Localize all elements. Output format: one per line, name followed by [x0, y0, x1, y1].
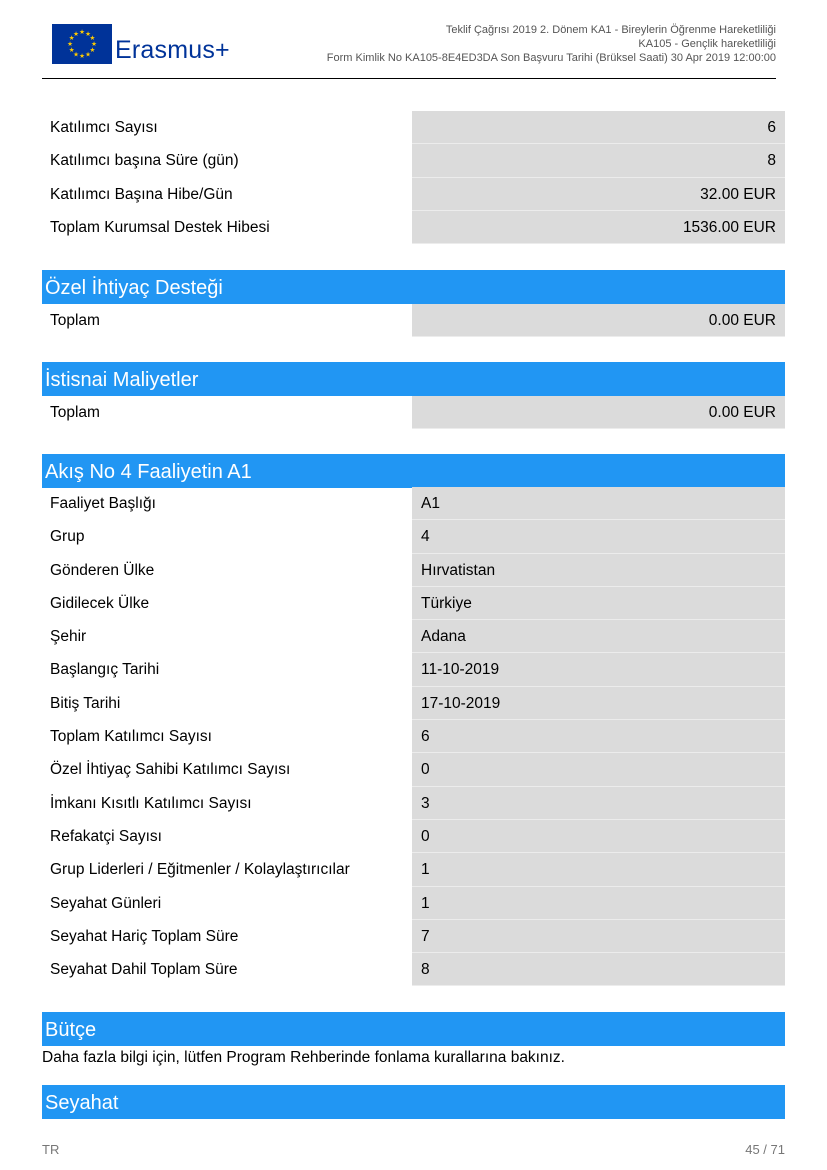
call-title: Teklif Çağrısı 2019 2. Dönem KA1 - Bireylerin Öğrenme Hareketliliği	[445, 24, 776, 36]
table-row	[42, 920, 785, 953]
table-row	[42, 304, 785, 337]
row-label: Seyahat Hariç Toplam Süre	[50, 927, 239, 945]
row-value: 8	[412, 953, 785, 986]
row-label: Seyahat Günleri	[50, 894, 162, 912]
row-value: 0.00 EUR	[412, 304, 785, 337]
row-value: 3	[412, 787, 785, 820]
flag-star-icon: ★	[85, 51, 91, 59]
flag-star-icon: ★	[79, 53, 85, 61]
table-row	[42, 111, 785, 144]
row-label: Grup	[50, 528, 85, 546]
row-label: Gönderen Ülke	[50, 561, 155, 579]
table-row	[42, 653, 785, 686]
row-label: Refakatçi Sayısı	[50, 827, 162, 845]
table-row	[42, 178, 785, 211]
form-id-deadline: Form Kimlik No KA105-8E4ED3DA Son Başvuru Tarihi (Brüksel Saati) 30 Apr 2019 12:00:00	[326, 52, 776, 64]
row-value: 6	[412, 720, 785, 753]
flag-star-icon: ★	[68, 35, 75, 43]
row-value: 7	[412, 920, 785, 953]
section-header-exceptional-costs: İstisnai Maliyetler	[42, 362, 785, 396]
flag-star-icon: ★	[68, 47, 75, 55]
row-label: Seyahat Dahil Toplam Süre	[50, 961, 238, 979]
row-value: Adana	[412, 620, 785, 653]
row-value: Hırvatistan	[412, 554, 785, 587]
summary-table	[42, 111, 785, 244]
row-label: Şehir	[50, 628, 87, 646]
table-row	[42, 620, 785, 653]
page-header	[42, 14, 776, 79]
table-row	[42, 787, 785, 820]
row-value: 0	[412, 753, 785, 786]
row-label: Bitiş Tarihi	[50, 694, 121, 712]
logo-text: Erasmus+	[115, 36, 230, 64]
flag-star-icon: ★	[91, 41, 97, 49]
table-row	[42, 720, 785, 753]
row-value: 8	[412, 144, 785, 177]
row-label: Toplam	[50, 404, 100, 421]
row-value: 0	[412, 820, 785, 853]
exceptional-costs-table	[42, 396, 785, 429]
page-number: 45 / 71	[745, 1142, 785, 1157]
row-value: 17-10-2019	[412, 687, 785, 720]
erasmus-logo	[52, 22, 242, 70]
action-type: KA105 - Gençlik hareketliliği	[638, 38, 776, 50]
table-row	[42, 487, 785, 520]
row-value: 1	[412, 853, 785, 886]
eu-flag-icon	[52, 24, 112, 64]
table-row	[42, 887, 785, 920]
row-label: Başlangıç Tarihi	[50, 661, 160, 679]
row-label: Toplam Katılımcı Sayısı	[50, 728, 212, 746]
table-row	[42, 853, 785, 886]
flag-star-icon: ★	[89, 47, 96, 55]
row-label: Grup Liderleri / Eğitmenler / Kolaylaştırıcılar	[50, 861, 350, 879]
row-label: Faaliyet Başlığı	[50, 495, 156, 512]
row-label: Toplam Kurumsal Destek Hibesi	[50, 218, 270, 236]
table-row	[42, 211, 785, 244]
special-needs-table	[42, 304, 785, 337]
row-label: İmkanı Kısıtlı Katılımcı Sayısı	[50, 794, 252, 812]
flag-star-icon: ★	[85, 30, 91, 38]
section-header-travel: Seyahat	[42, 1085, 785, 1119]
row-label: Katılımcı Sayısı	[50, 119, 158, 136]
footer-language: TR	[42, 1142, 60, 1157]
section-header-special-needs: Özel İhtiyaç Desteği	[42, 270, 785, 304]
flag-star-icon: ★	[73, 51, 79, 59]
activity-table	[42, 487, 785, 986]
row-label: Katılımcı başına Süre (gün)	[50, 152, 239, 170]
row-value: 1536.00 EUR	[412, 211, 785, 244]
section-header-activity: Akış No 4 Faaliyetin A1	[42, 454, 785, 488]
table-row	[42, 587, 785, 620]
flag-star-icon: ★	[73, 30, 79, 38]
row-label: Katılımcı Başına Hibe/Gün	[50, 185, 233, 203]
row-value: Türkiye	[412, 587, 785, 620]
row-value: 6	[412, 111, 785, 144]
row-value: 11-10-2019	[412, 653, 785, 686]
table-row	[42, 820, 785, 853]
table-row	[42, 953, 785, 986]
table-row	[42, 396, 785, 429]
table-row	[42, 687, 785, 720]
table-row	[42, 520, 785, 553]
flag-star-icon: ★	[79, 29, 85, 37]
row-label: Toplam	[50, 312, 100, 329]
row-value: A1	[412, 487, 785, 520]
table-row	[42, 753, 785, 786]
table-row	[42, 554, 785, 587]
row-value: 0.00 EUR	[412, 396, 785, 429]
row-label: Özel İhtiyaç Sahibi Katılımcı Sayısı	[50, 761, 291, 779]
row-label: Gidilecek Ülke	[50, 594, 150, 612]
flag-star-icon: ★	[89, 35, 96, 43]
flag-star-icon: ★	[67, 41, 73, 49]
header-info	[327, 23, 776, 65]
row-value: 4	[412, 520, 785, 553]
table-row	[42, 144, 785, 177]
row-value: 32.00 EUR	[412, 178, 785, 211]
section-header-budget: Bütçe	[42, 1012, 785, 1046]
row-value: 1	[412, 887, 785, 920]
budget-note: Daha fazla bilgi için, lütfen Program Rehberinde fonlama kurallarına bakınız.	[42, 1049, 565, 1066]
